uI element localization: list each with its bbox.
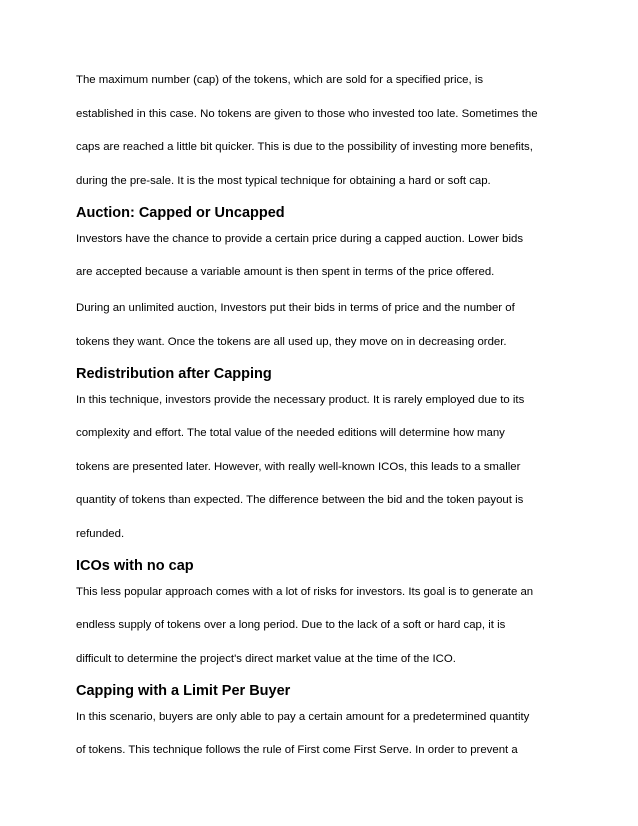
paragraph-line: complexity and effort. The total value of the needed editions will determine how many xyxy=(76,427,505,439)
paragraph-line: refunded. xyxy=(76,527,125,540)
paragraph-line: In this technique, investors provide the necessary product. It is rarely employed due to its xyxy=(76,393,525,406)
paragraph-line: In this scenario, buyers are only able to pay a certain amount for a predetermined quantity xyxy=(76,710,530,723)
paragraph-line: The maximum number (cap) of the tokens, which are sold for a specified price, is xyxy=(76,74,484,86)
paragraph xyxy=(76,72,576,189)
paragraph-line: Investors have the chance to provide a certain price during a capped auction. Lower bids xyxy=(76,232,524,245)
paragraph-line: of tokens. This technique follows the rule of First come First Serve. In order to prevent a xyxy=(76,744,518,756)
section-heading: Redistribution after Capping xyxy=(76,365,272,382)
paragraph-line: caps are reached a little bit quicker. This is due to the possibility of investing more benefits, xyxy=(76,141,533,153)
document-body xyxy=(76,72,576,758)
paragraph-line: are accepted because a variable amount is then spent in terms of the price offered. xyxy=(76,266,495,278)
paragraph xyxy=(76,231,576,281)
paragraph xyxy=(76,300,576,350)
paragraph xyxy=(76,709,576,759)
paragraph-line: established in this case. No tokens are given to those who invested too late. Sometimes the xyxy=(76,107,538,120)
paragraph xyxy=(76,584,576,667)
paragraph-line: During an unlimited auction, Investors put their bids in terms of price and the number of xyxy=(76,302,515,314)
section-heading: Capping with a Limit Per Buyer xyxy=(76,682,291,699)
paragraph xyxy=(76,392,576,542)
section-heading: Auction: Capped or Uncapped xyxy=(76,204,285,221)
paragraph-line: tokens are presented later. However, with really well-known ICOs, this leads to a smaller xyxy=(76,460,521,473)
paragraph-line: endless supply of tokens over a long period. Due to the lack of a soft or hard cap, it is xyxy=(76,619,506,631)
paragraph-line: during the pre-sale. It is the most typical technique for obtaining a hard or soft cap. xyxy=(76,174,491,187)
paragraph-line: tokens they want. Once the tokens are all used up, they move on in decreasing order. xyxy=(76,335,507,348)
paragraph-line: This less popular approach comes with a lot of risks for investors. Its goal is to generate an xyxy=(76,585,534,598)
section-heading: ICOs with no cap xyxy=(76,557,194,574)
paragraph-line: quantity of tokens than expected. The difference between the bid and the token payout is xyxy=(76,494,524,506)
paragraph-line: difficult to determine the project's direct market value at the time of the ICO. xyxy=(76,652,456,665)
